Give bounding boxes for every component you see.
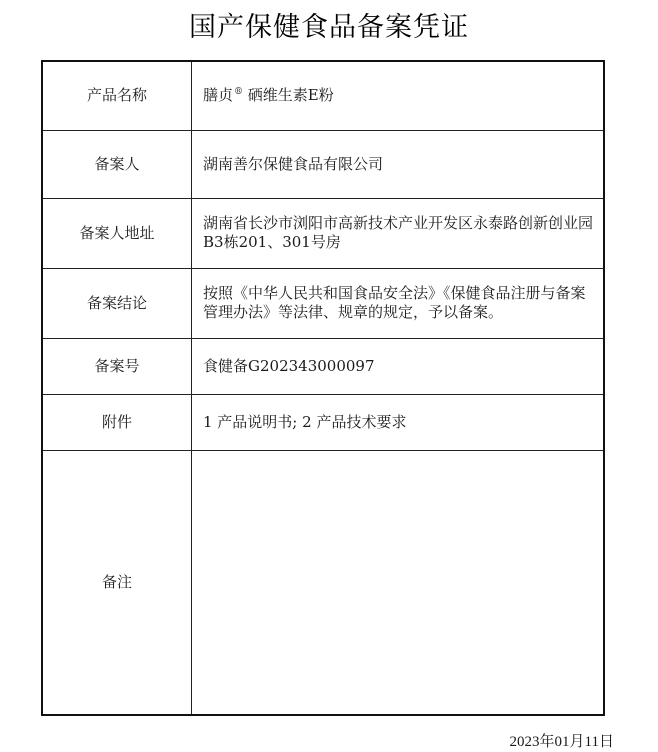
registrant-value: 湖南善尔保健食品有限公司 [192,130,605,198]
row-remarks [42,450,604,715]
document-title: 国产保健食品备案凭证 [189,12,469,43]
filing-number-value: 食健备G202343000097 [192,338,605,394]
issue-date: 2023年01月11日 [509,734,614,750]
row-attachment [42,394,604,450]
remarks-label: 备注 [42,450,192,715]
registrant-label: 备案人 [42,130,192,198]
product-name-value [192,61,605,130]
row-address [42,198,604,268]
row-product-name [42,61,604,130]
attachment-value: 1 产品说明书; 2 产品技术要求 [192,394,605,450]
certificate-table [41,60,605,716]
address-label: 备案人地址 [42,198,192,268]
attachment-label: 附件 [42,394,192,450]
product-brand: 膳贞 [203,86,234,105]
row-filing-number [42,338,604,394]
row-conclusion [42,268,604,338]
registered-mark: ® [234,87,244,98]
product-name-label: 产品名称 [42,61,192,130]
remarks-value [192,450,605,715]
conclusion-label: 备案结论 [42,268,192,338]
product-name: 硒维生素E粉 [247,86,334,105]
conclusion-value: 按照《中华人民共和国食品安全法》《保健食品注册与备案管理办法》等法律、规章的规定，予以备案。 [192,268,605,338]
row-registrant [42,130,604,198]
address-value: 湖南省长沙市浏阳市高新技术产业开发区永泰路创新创业园B3栋201、301号房 [192,198,605,268]
filing-number-label: 备案号 [42,338,192,394]
